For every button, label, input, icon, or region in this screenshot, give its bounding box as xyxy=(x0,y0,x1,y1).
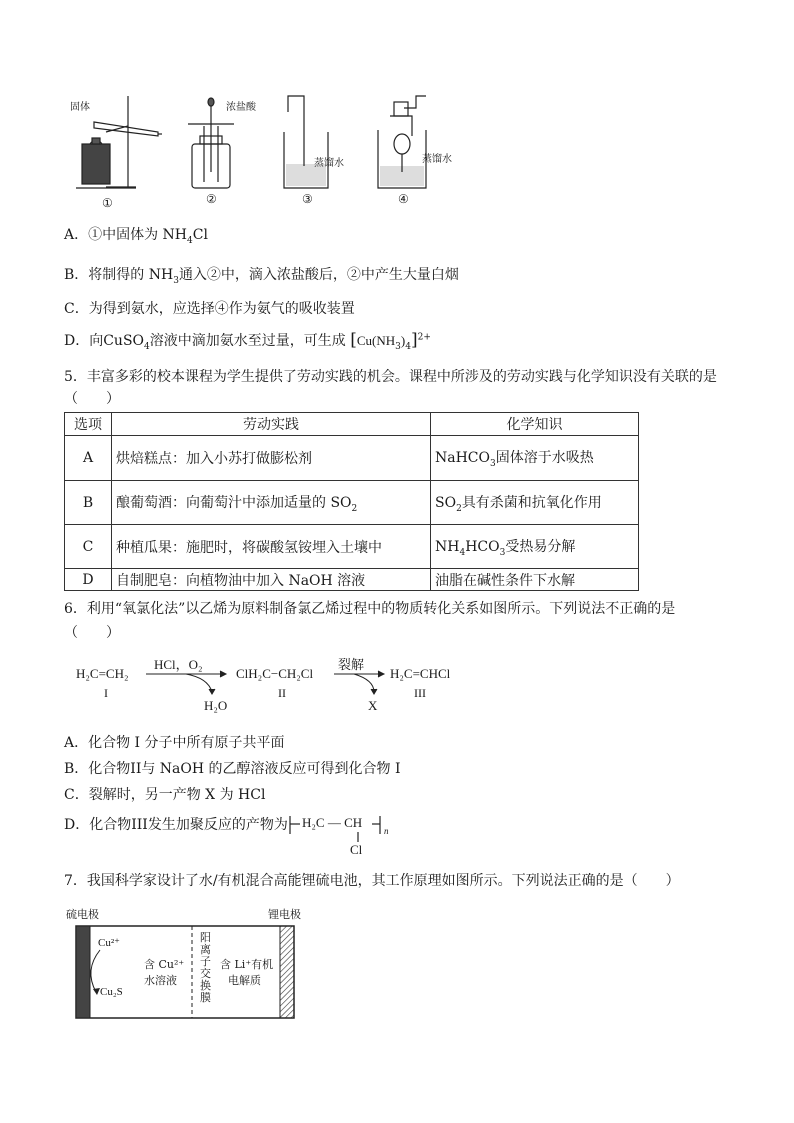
q4-d-sub: 4 xyxy=(144,341,150,352)
k-sub: 2 xyxy=(456,503,462,514)
table-header: 选项 xyxy=(65,413,112,436)
k-sub: 4 xyxy=(459,547,466,558)
row-practice: 种植瓜果：施肥时，将碳酸氢铵埋入土壤中 xyxy=(112,525,431,569)
reaction-arrows xyxy=(74,652,474,718)
label-water-4: 蒸馏水 xyxy=(422,154,452,165)
row-option: C xyxy=(65,525,112,569)
polymer-structure xyxy=(286,812,396,858)
q4-d-charge: 2+ xyxy=(417,332,431,343)
q4-a-text: A．①中固体为 NH xyxy=(64,227,188,243)
q4-d-mid: 溶液中滴加氨水至过量，可生成 xyxy=(149,333,346,349)
k-pre: NaHCO xyxy=(435,450,490,467)
q4-a-sub: 4 xyxy=(187,235,193,246)
q4-option-a xyxy=(64,224,208,246)
label-organic-2: 电解质 xyxy=(228,974,261,987)
label-sulfur-electrode: 硫电极 xyxy=(66,908,99,921)
q4-d-paren: ) xyxy=(400,333,406,348)
compound-3: H₂C=CHCl xyxy=(390,666,451,681)
compound-2: ClH₂C−CH₂Cl xyxy=(236,666,314,681)
k-pre: SO xyxy=(435,494,457,511)
label-membrane: 阳离子交换膜 xyxy=(200,931,211,1004)
q4-d-text: D．向CuSO xyxy=(64,333,145,349)
reaction-scheme xyxy=(74,652,474,718)
q4-d-formula: Cu(NH xyxy=(356,333,396,348)
q4-d-complex: [ xyxy=(350,330,357,350)
p-pre: 酿葡萄酒：向葡萄汁中添加适量的 SO xyxy=(116,494,352,511)
row-option: A xyxy=(65,436,112,481)
q6-option-a: A．化合物 I 分子中所有原子共平面 xyxy=(64,735,285,751)
row-knowledge xyxy=(431,481,639,525)
label-num-2: ② xyxy=(206,192,217,206)
q4-b-text: B．将制得的 NH xyxy=(64,267,174,283)
k-post: 固体溶于水吸热 xyxy=(495,450,594,467)
q5-table xyxy=(64,412,639,591)
row-knowledge: 油脂在碱性条件下水解 xyxy=(431,569,639,591)
table-header: 劳动实践 xyxy=(112,413,431,436)
row-practice xyxy=(112,481,431,525)
label-aqueous-2: 水溶液 xyxy=(144,974,177,987)
q4-d-formula-sub: 3 xyxy=(395,341,401,352)
q4-d-formula-sub2: 4 xyxy=(405,341,411,352)
byproduct-1: H₂O xyxy=(204,698,228,713)
row-knowledge xyxy=(431,436,639,481)
reagent-1: HCl，O₂ xyxy=(154,657,203,672)
label-water-3: 蒸馏水 xyxy=(314,158,344,169)
polymer-cl: Cl xyxy=(350,842,363,857)
apparatus-drawing xyxy=(66,92,476,214)
q6-paren: （ ） xyxy=(64,625,120,641)
label-hcl: 浓盐酸 xyxy=(226,102,256,113)
label-aqueous-1: 含 Cu²⁺ xyxy=(144,958,185,971)
q4-option-b xyxy=(64,264,459,286)
p-sub: 2 xyxy=(351,503,358,514)
compound-1: H₂C=CH₂ xyxy=(76,666,129,681)
reagent-2: 裂解 xyxy=(338,658,365,673)
q4-option-d xyxy=(64,330,431,352)
label-cu-ion: Cu²⁺ xyxy=(98,937,120,949)
label-num-4: ④ xyxy=(398,192,409,206)
k-mid: HCO xyxy=(465,538,500,555)
label-num-1: ① xyxy=(102,196,113,210)
label-organic-1: 含 Li⁺有机 xyxy=(220,958,274,971)
table-header: 化学知识 xyxy=(431,413,639,436)
byproduct-x: X xyxy=(368,698,378,713)
q7-stem: 7．我国科学家设计了水/有机混合高能锂硫电池，其工作原理如图所示。下列说法正确的是（ ） xyxy=(64,873,680,889)
battery-diagram xyxy=(64,906,314,1022)
table-row xyxy=(65,569,639,591)
row-option: D xyxy=(65,569,112,591)
row-knowledge xyxy=(431,525,639,569)
table-row xyxy=(65,481,639,525)
polymer-n: n xyxy=(384,826,389,836)
q4-a-post: Cl xyxy=(192,227,208,243)
q4-option-c: C．为得到氨水，应选择④作为氨气的吸收装置 xyxy=(64,301,355,317)
k-sub: 3 xyxy=(490,458,496,469)
q4-b-post: 通入②中，滴入浓盐酸后，②中产生大量白烟 xyxy=(178,267,459,283)
q5-paren: （ ） xyxy=(64,391,120,407)
q5-stem: 5．丰富多彩的校本课程为学生提供了劳动实践的机会。课程中所涉及的劳动实践与化学知识没有关联的是 xyxy=(64,369,717,385)
row-option: B xyxy=(65,481,112,525)
label-III: III xyxy=(414,686,426,700)
q6-option-c: C．裂解时，另一产物 X 为 HCl xyxy=(64,787,266,803)
k-post: 受热易分解 xyxy=(505,538,576,555)
k-post: 具有杀菌和抗氧化作用 xyxy=(461,494,602,511)
q6-stem: 6．利用“氧氯化法”以乙烯为原料制备氯乙烯过程中的物质转化关系如图所示。下列说法不正确的是 xyxy=(64,601,676,617)
label-num-3: ③ xyxy=(302,192,313,206)
row-practice: 自制肥皂：向植物油中加入 NaOH 溶液 xyxy=(112,569,431,591)
polymer-main: H₂C — CH xyxy=(302,815,363,830)
q4-d-bracket-close: ] xyxy=(410,330,418,350)
table-row xyxy=(65,525,639,569)
k-pre: NH xyxy=(435,538,460,555)
table-row xyxy=(65,436,639,481)
q4-b-sub: 3 xyxy=(173,275,179,286)
label-lithium-electrode: 锂电极 xyxy=(268,908,301,921)
q6-option-d: D．化合物III发生加聚反应的产物为 xyxy=(64,817,288,833)
row-practice: 烘焙糕点：加入小苏打做膨松剂 xyxy=(112,436,431,481)
apparatus-figure xyxy=(66,92,476,214)
k-sub2: 3 xyxy=(499,547,506,558)
label-solid: 固体 xyxy=(70,102,90,113)
label-cu2s: Cu₂S xyxy=(100,986,123,998)
q6-option-b: B．化合物II与 NaOH 的乙醇溶液反应可得到化合物 I xyxy=(64,761,401,777)
label-II: II xyxy=(278,686,286,700)
label-I: I xyxy=(104,686,108,700)
